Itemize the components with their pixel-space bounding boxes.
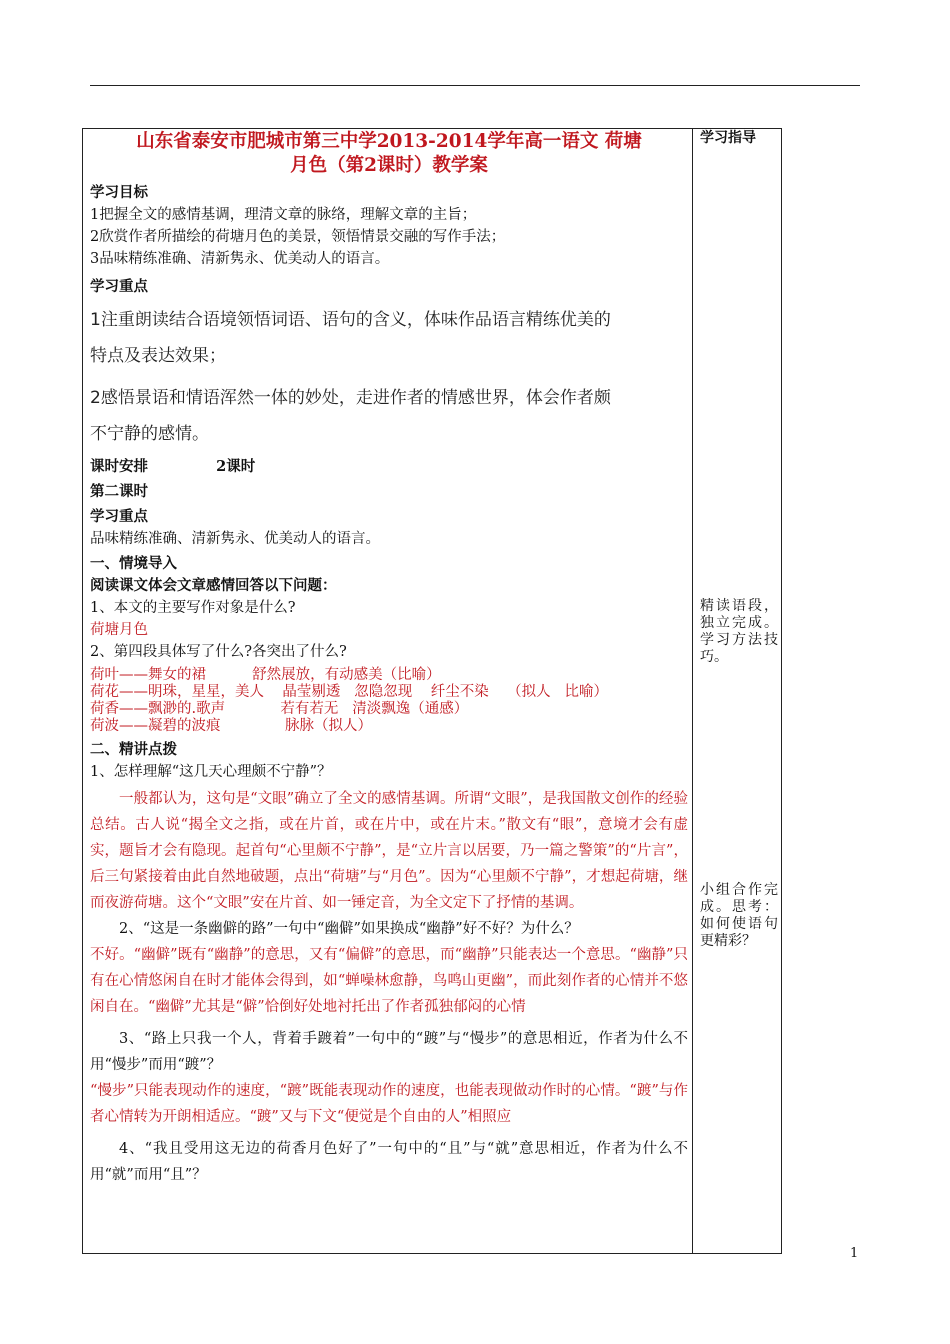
focus2-text: 品味精练准确、清新隽永、优美动人的语言。 bbox=[90, 531, 380, 547]
answer-3: 一般都认为，这句是“文眼”确立了全文的感情基调。所谓“文眼”，是我国散文创作的经验总结。古人说“揭全文之指，或在片首，或在片中，或在片末。”散文有“眼”，意境才会有虚实，题旨才会有隐现。起首句“心里颇不宁静”，是“立片言以居要，乃一篇之警策”的“片言”，后三句紧接着由此自然地破题，点出“荷塘”与“月色”。因为“心里颇不宁静”，才想起荷塘，继而夜游荷塘。这个“文眼”安在片首、如一锤定音，为全文定下了抒情的基调。 bbox=[90, 791, 688, 911]
guidance-column bbox=[700, 130, 778, 949]
answer-2-row: 荷叶——舞女的裙 舒然展放，有动感美（比喻） bbox=[90, 667, 441, 683]
lesson-heading: 第二课时 bbox=[90, 483, 148, 500]
question-1: 1、本文的主要写作对象是什么? bbox=[90, 600, 296, 616]
section1-heading: 一、情境导入 bbox=[90, 555, 177, 572]
focus-line: 1注重朗读结合语境领悟词语、语句的含义，体味作品语言精练优美的 bbox=[90, 310, 611, 330]
schedule-label: 课时安排 bbox=[90, 458, 148, 475]
question-5: 3、“路上只我一个人，背着手踱着”一句中的“踱”与“慢步”的意思相近，作者为什么不用“慢步”而用“踱”？ bbox=[90, 1031, 688, 1073]
title-line-1: 山东省泰安市肥城市第三中学2013-2014学年高一语文 荷塘 bbox=[136, 131, 642, 152]
goal-item: 2欣赏作者所描绘的荷塘月色的美景，领悟情景交融的写作手法； bbox=[90, 229, 506, 245]
read-prompt: 阅读课文体会文章感情回答以下问题： bbox=[90, 577, 337, 594]
focus-line: 特点及表达效果； bbox=[90, 346, 226, 366]
guidance-note-1: 精读语段，独立完成。学习方法技巧。 bbox=[700, 598, 778, 665]
title-line-2: 月色（第2课时）教学案 bbox=[290, 155, 488, 176]
focus-line: 不宁静的感情。 bbox=[90, 424, 209, 444]
answer-2-row: 荷花——明珠，星星，美人 晶莹剔透 忽隐忽现 纤尘不染 （拟人 比喻） bbox=[90, 684, 608, 700]
question-2: 2、第四段具体写了什么?各突出了什么? bbox=[90, 644, 347, 660]
goal-item: 3品味精练准确、清新隽永、优美动人的语言。 bbox=[90, 251, 390, 267]
main-column bbox=[90, 130, 688, 1188]
question-6: 4、“我且受用这无边的荷香月色好了”一句中的“且”与“就”意思相近，作者为什么不用“就”而用“且”？ bbox=[90, 1141, 688, 1183]
goal-item: 1把握全文的感情基调，理清文章的脉络，理解文章的主旨； bbox=[90, 207, 477, 223]
document-title bbox=[90, 130, 688, 178]
goals-heading: 学习目标 bbox=[90, 184, 148, 201]
answer-2-row: 荷香——飘渺的.歌声 若有若无 清淡飘逸（通感） bbox=[90, 701, 469, 717]
answer-5: “慢步”只能表现动作的速度，“踱”既能表现动作的速度，也能表现做动作时的心情。“踱”与作者心情转为开朗相适应。“踱”又与下文“便觉是个自由的人”相照应 bbox=[90, 1083, 688, 1125]
guidance-note-2: 小组合作完成。思考：如何使语句更精彩？ bbox=[700, 882, 778, 949]
answer-1: 荷塘月色 bbox=[90, 622, 148, 638]
page-number: 1 bbox=[850, 1246, 859, 1261]
guidance-heading: 学习指导 bbox=[700, 130, 756, 146]
question-3: 1、怎样理解“这几天心理颇不宁静”？ bbox=[90, 764, 332, 780]
schedule-value: 2课时 bbox=[216, 458, 256, 475]
section2-heading: 二、精讲点拨 bbox=[90, 741, 177, 758]
focus-heading: 学习重点 bbox=[90, 278, 148, 295]
question-4: 2、“这是一条幽僻的路”一句中“幽僻”如果换成“幽静”好不好？为什么？ bbox=[119, 921, 579, 937]
column-divider bbox=[692, 128, 693, 1254]
answer-2-row: 荷波——凝碧的波痕 脉脉（拟人） bbox=[90, 718, 373, 734]
answer-2-list bbox=[90, 667, 688, 735]
header-rule bbox=[90, 85, 860, 86]
answer-4: 不好。“幽僻”既有“幽静”的意思，又有“偏僻”的意思，而“幽静”只能表达一个意思。“幽静”只有在心情悠闲自在时才能体会得到，如“蝉噪林愈静，鸟鸣山更幽”，而此刻作者的心情并不悠闲自在。“幽僻”尤其是“僻”恰倒好处地衬托出了作者孤独郁闷的心情 bbox=[90, 947, 688, 1015]
focus-line: 2感悟景语和情语浑然一体的妙处，走进作者的情感世界，体会作者颇 bbox=[90, 388, 611, 408]
focus2-heading: 学习重点 bbox=[90, 508, 148, 525]
schedule-row bbox=[90, 456, 688, 478]
